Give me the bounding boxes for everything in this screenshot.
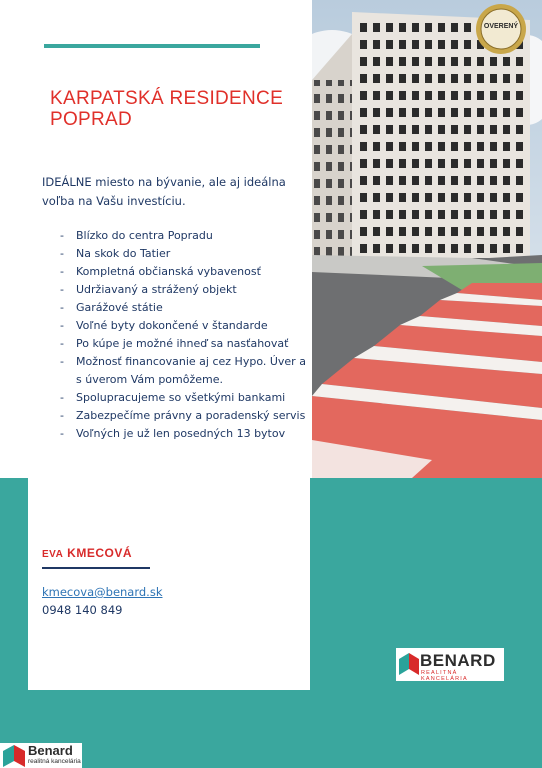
benard-logo-sub: REALITNÁ KANCELÁRIA <box>421 670 468 682</box>
agent-email-link[interactable]: kmecova@benard.sk <box>42 585 163 599</box>
listing-title-line1: KARPATSKÁ RESIDENCE <box>50 88 284 109</box>
benard-small-word: Benard <box>28 743 73 758</box>
agent-last-name: KMECOVÁ <box>67 546 133 560</box>
intro-line2: voľba na Vašu investíciu. <box>42 194 186 208</box>
feature-item: - Voľné byty dokončené v štandarde <box>60 317 310 335</box>
benard-small-house-icon <box>3 745 25 767</box>
feature-item: - Garážové státie <box>60 299 310 317</box>
benard-house-icon <box>399 653 419 675</box>
agent-phone: 0948 140 849 <box>42 603 123 617</box>
feature-item: - Na skok do Tatier <box>60 245 310 263</box>
feature-item: - Udržiavaný a strážený objekt <box>60 281 310 299</box>
verified-seal-icon <box>475 3 527 55</box>
feature-item: - Blízko do centra Popradu <box>60 227 310 245</box>
feature-item: - Zabezpečíme právny a poradenský servis <box>60 407 310 425</box>
benard-logo-word: BENARD <box>420 651 496 670</box>
top-accent-rule <box>44 44 260 48</box>
benard-logo <box>396 648 504 681</box>
listing-title <box>50 88 283 130</box>
benard-small-sub: realitná kancelária <box>28 758 81 765</box>
agent-name <box>42 546 132 560</box>
feature-list <box>60 227 310 443</box>
intro-line1: IDEÁLNE miesto na bývanie, ale aj ideálna <box>42 175 286 189</box>
feature-item: - Voľných je už len posedných 13 bytov <box>60 425 310 443</box>
verified-seal-text: OVERENÝ <box>483 23 519 30</box>
agent-first-name: EVA <box>42 549 64 560</box>
benard-small-logo <box>0 743 82 768</box>
feature-item: - Spolupracujeme so všetkými bankami <box>60 389 310 407</box>
listing-title-line2: POPRAD <box>50 109 133 130</box>
feature-item: - Po kúpe je možné ihneď sa nasťahovať <box>60 335 310 353</box>
agent-underline <box>42 567 150 569</box>
feature-item: - Možnosť financovanie aj cez Hypo. Úver a s úverom Vám pomôžeme. <box>60 353 310 389</box>
listing-intro <box>42 173 292 211</box>
building-photo <box>312 0 542 478</box>
feature-item: - Kompletná občianská vybavenosť <box>60 263 310 281</box>
